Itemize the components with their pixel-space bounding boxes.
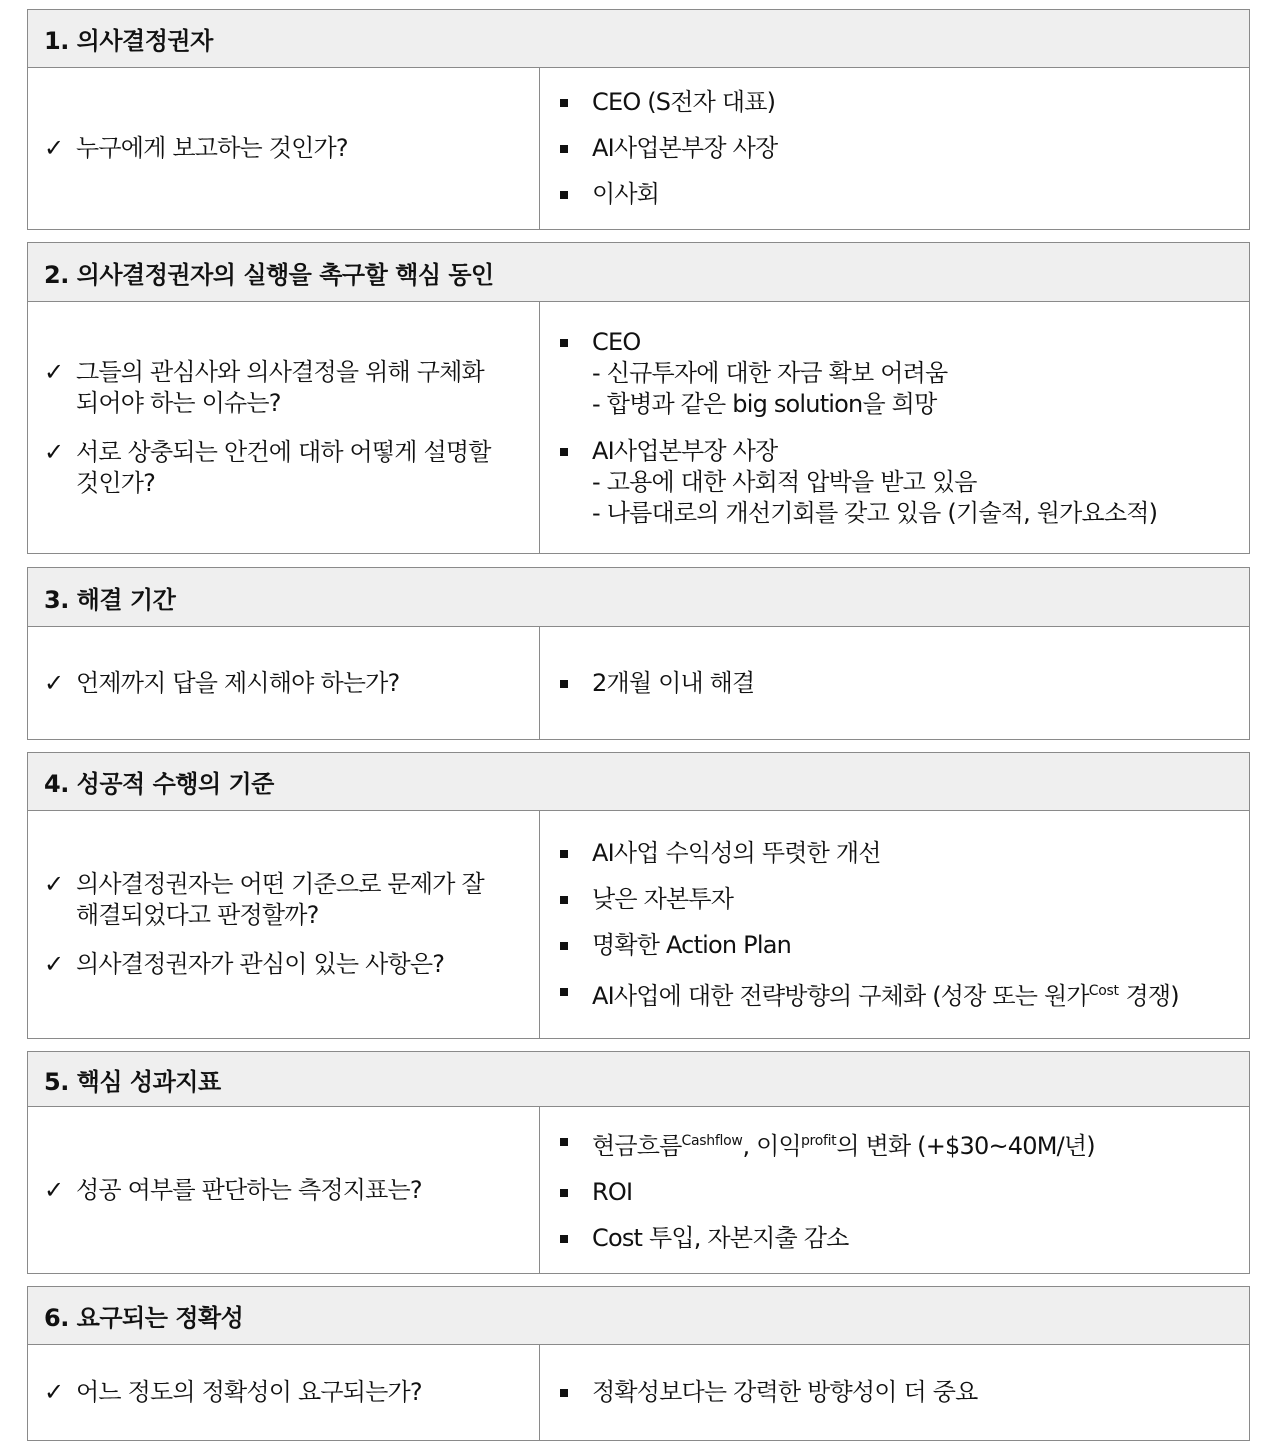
- section-accuracy: [27, 1286, 1250, 1441]
- square-bullet-icon: [560, 668, 592, 699]
- section-title: [28, 1287, 1249, 1345]
- square-bullet-icon: [560, 1126, 592, 1157]
- question-line: 의사결정권자는 어떤 기준으로 문제가 잘: [76, 870, 484, 898]
- answer-text: CEO (S전자 대표): [592, 88, 776, 116]
- section-timeline: [27, 567, 1250, 740]
- answer-text: [592, 1126, 1095, 1162]
- answer-item: [560, 838, 1229, 869]
- question-column: [28, 811, 540, 1038]
- question-item: [44, 133, 509, 164]
- answer-text: [592, 327, 947, 420]
- section-title: [28, 1052, 1249, 1107]
- checkmark-icon: ✓: [44, 357, 64, 386]
- question-line: 서로 상충되는 안건에 대하 어떻게 설명할: [76, 437, 491, 466]
- checkmark-icon: ✓: [44, 134, 64, 162]
- answer-item: [560, 930, 1229, 961]
- square-bullet-icon: [560, 179, 592, 210]
- answer-text: 이사회: [592, 180, 660, 208]
- section-kpi: [27, 1051, 1250, 1274]
- answer-text-part: 의 변화 (+$30~40M/년): [836, 1132, 1095, 1160]
- checkmark-icon: ✓: [44, 950, 64, 978]
- section-body: [28, 627, 1249, 739]
- answer-column: [540, 811, 1249, 1038]
- question-item: [44, 668, 509, 699]
- square-bullet-icon: [560, 838, 592, 869]
- question-column: [28, 627, 540, 739]
- answer-text-part: 경쟁): [1118, 981, 1179, 1010]
- checkmark-icon: ✓: [44, 870, 64, 898]
- section-title: [28, 243, 1249, 302]
- question-line: 것인가?: [76, 468, 156, 497]
- square-bullet-icon: [560, 87, 592, 118]
- answer-item: [560, 87, 1229, 118]
- section-title: [28, 10, 1249, 68]
- square-bullet-icon: [560, 930, 592, 961]
- answer-item: [560, 976, 1229, 1012]
- answer-item: [560, 436, 1229, 529]
- answer-text: [592, 976, 1179, 1012]
- question-text: 언제까지 답을 제시해야 하는가?: [76, 668, 400, 697]
- section-title-text: 1. 의사결정권자: [44, 27, 213, 55]
- section-title-text: 3. 해결 기간: [44, 585, 176, 614]
- section-title-text: 5. 핵심 성과지표: [44, 1067, 221, 1096]
- checkmark-icon: ✓: [44, 1175, 64, 1204]
- question-line: 그들의 관심사와 의사결정을 위해 구체화: [76, 357, 484, 386]
- question-line: 의사결정권자가 관심이 있는 사항은?: [76, 950, 445, 978]
- checkmark-icon: ✓: [44, 668, 64, 697]
- question-line: 해결되었다고 판정할까?: [76, 901, 319, 929]
- answer-item: [560, 133, 1229, 164]
- question-text: [76, 357, 484, 419]
- answer-text: 낮은 자본투자: [592, 884, 734, 913]
- answer-item: [560, 327, 1229, 420]
- section-body: [28, 811, 1249, 1038]
- superscript-note: profit: [800, 1133, 837, 1149]
- answer-line: - 나름대로의 개선기회를 갖고 있음 (기술적, 원가요소적): [592, 498, 1158, 527]
- answer-text: AI사업 수익성의 뚜렷한 개선: [592, 838, 881, 867]
- section-title-text: 4. 성공적 수행의 기준: [44, 770, 274, 798]
- question-line: 되어야 하는 이슈는?: [76, 388, 281, 417]
- section-title: [28, 568, 1249, 627]
- section-key-drivers: [27, 242, 1250, 554]
- answer-text-part: AI사업에 대한 전략방향의 구체화 (성장 또는 원가: [592, 981, 1089, 1010]
- answer-text: AI사업본부장 사장: [592, 134, 778, 162]
- checkmark-icon: ✓: [44, 437, 64, 466]
- question-item: [44, 1175, 509, 1206]
- question-text: [76, 949, 444, 980]
- square-bullet-icon: [560, 884, 592, 915]
- answer-column: [540, 1107, 1249, 1273]
- section-decision-maker: [27, 9, 1250, 230]
- answer-text: 명확한 Action Plan: [592, 930, 792, 959]
- square-bullet-icon: [560, 133, 592, 164]
- question-item: [44, 1377, 509, 1408]
- answer-item: [560, 179, 1229, 210]
- section-title-text: 2. 의사결정권자의 실행을 촉구할 핵심 동인: [44, 260, 494, 289]
- answer-text-part: , 이익: [742, 1132, 801, 1160]
- answer-item: [560, 1377, 1229, 1408]
- answer-text-part: 현금흐름: [592, 1132, 682, 1160]
- question-column: [28, 1107, 540, 1273]
- section-title-text: 6. 요구되는 정확성: [44, 1304, 244, 1332]
- answer-text: [592, 436, 1157, 529]
- section-body: [28, 68, 1249, 229]
- answer-column: [540, 627, 1249, 739]
- answer-line: - 합병과 같은 big solution을 희망: [592, 389, 937, 418]
- question-text: 누구에게 보고하는 것인가?: [76, 134, 348, 162]
- section-success-criteria: [27, 752, 1250, 1039]
- question-item: [44, 869, 509, 931]
- section-body: [28, 1345, 1249, 1440]
- answer-column: [540, 1345, 1249, 1440]
- question-column: [28, 1345, 540, 1440]
- answer-item: [560, 884, 1229, 915]
- answer-item: [560, 1223, 1229, 1254]
- square-bullet-icon: [560, 1177, 592, 1208]
- answer-item: [560, 1177, 1229, 1208]
- question-text: [76, 869, 484, 931]
- question-column: [28, 302, 540, 553]
- answer-line: - 고용에 대한 사회적 압박을 받고 있음: [592, 467, 977, 496]
- square-bullet-icon: [560, 1377, 592, 1408]
- answer-text: Cost 투입, 자본지출 감소: [592, 1224, 849, 1252]
- question-text: [76, 437, 491, 499]
- question-item: [44, 949, 509, 980]
- question-column: [28, 68, 540, 229]
- square-bullet-icon: [560, 976, 592, 1007]
- answer-column: [540, 68, 1249, 229]
- section-body: [28, 302, 1249, 553]
- square-bullet-icon: [560, 327, 592, 358]
- superscript-note: Cost: [1088, 982, 1119, 999]
- answer-text: 정확성보다는 강력한 방향성이 더 중요: [592, 1378, 978, 1406]
- question-item: [44, 437, 509, 499]
- answer-item: [560, 668, 1229, 699]
- answer-line: AI사업본부장 사장: [592, 436, 778, 465]
- question-text: 성공 여부를 판단하는 측정지표는?: [76, 1175, 422, 1204]
- section-title: [28, 753, 1249, 811]
- square-bullet-icon: [560, 436, 592, 467]
- superscript-note: Cashflow: [681, 1133, 743, 1149]
- answer-line: CEO: [592, 327, 641, 356]
- question-text: 어느 정도의 정확성이 요구되는가?: [76, 1378, 422, 1406]
- question-item: [44, 357, 509, 419]
- answer-item: [560, 1126, 1229, 1162]
- section-body: [28, 1107, 1249, 1273]
- checkmark-icon: ✓: [44, 1378, 64, 1406]
- answer-text: ROI: [592, 1178, 633, 1206]
- square-bullet-icon: [560, 1223, 592, 1254]
- answer-line: - 신규투자에 대한 자금 확보 어려움: [592, 358, 948, 387]
- answer-text: 2개월 이내 해결: [592, 668, 755, 697]
- answer-column: [540, 302, 1249, 553]
